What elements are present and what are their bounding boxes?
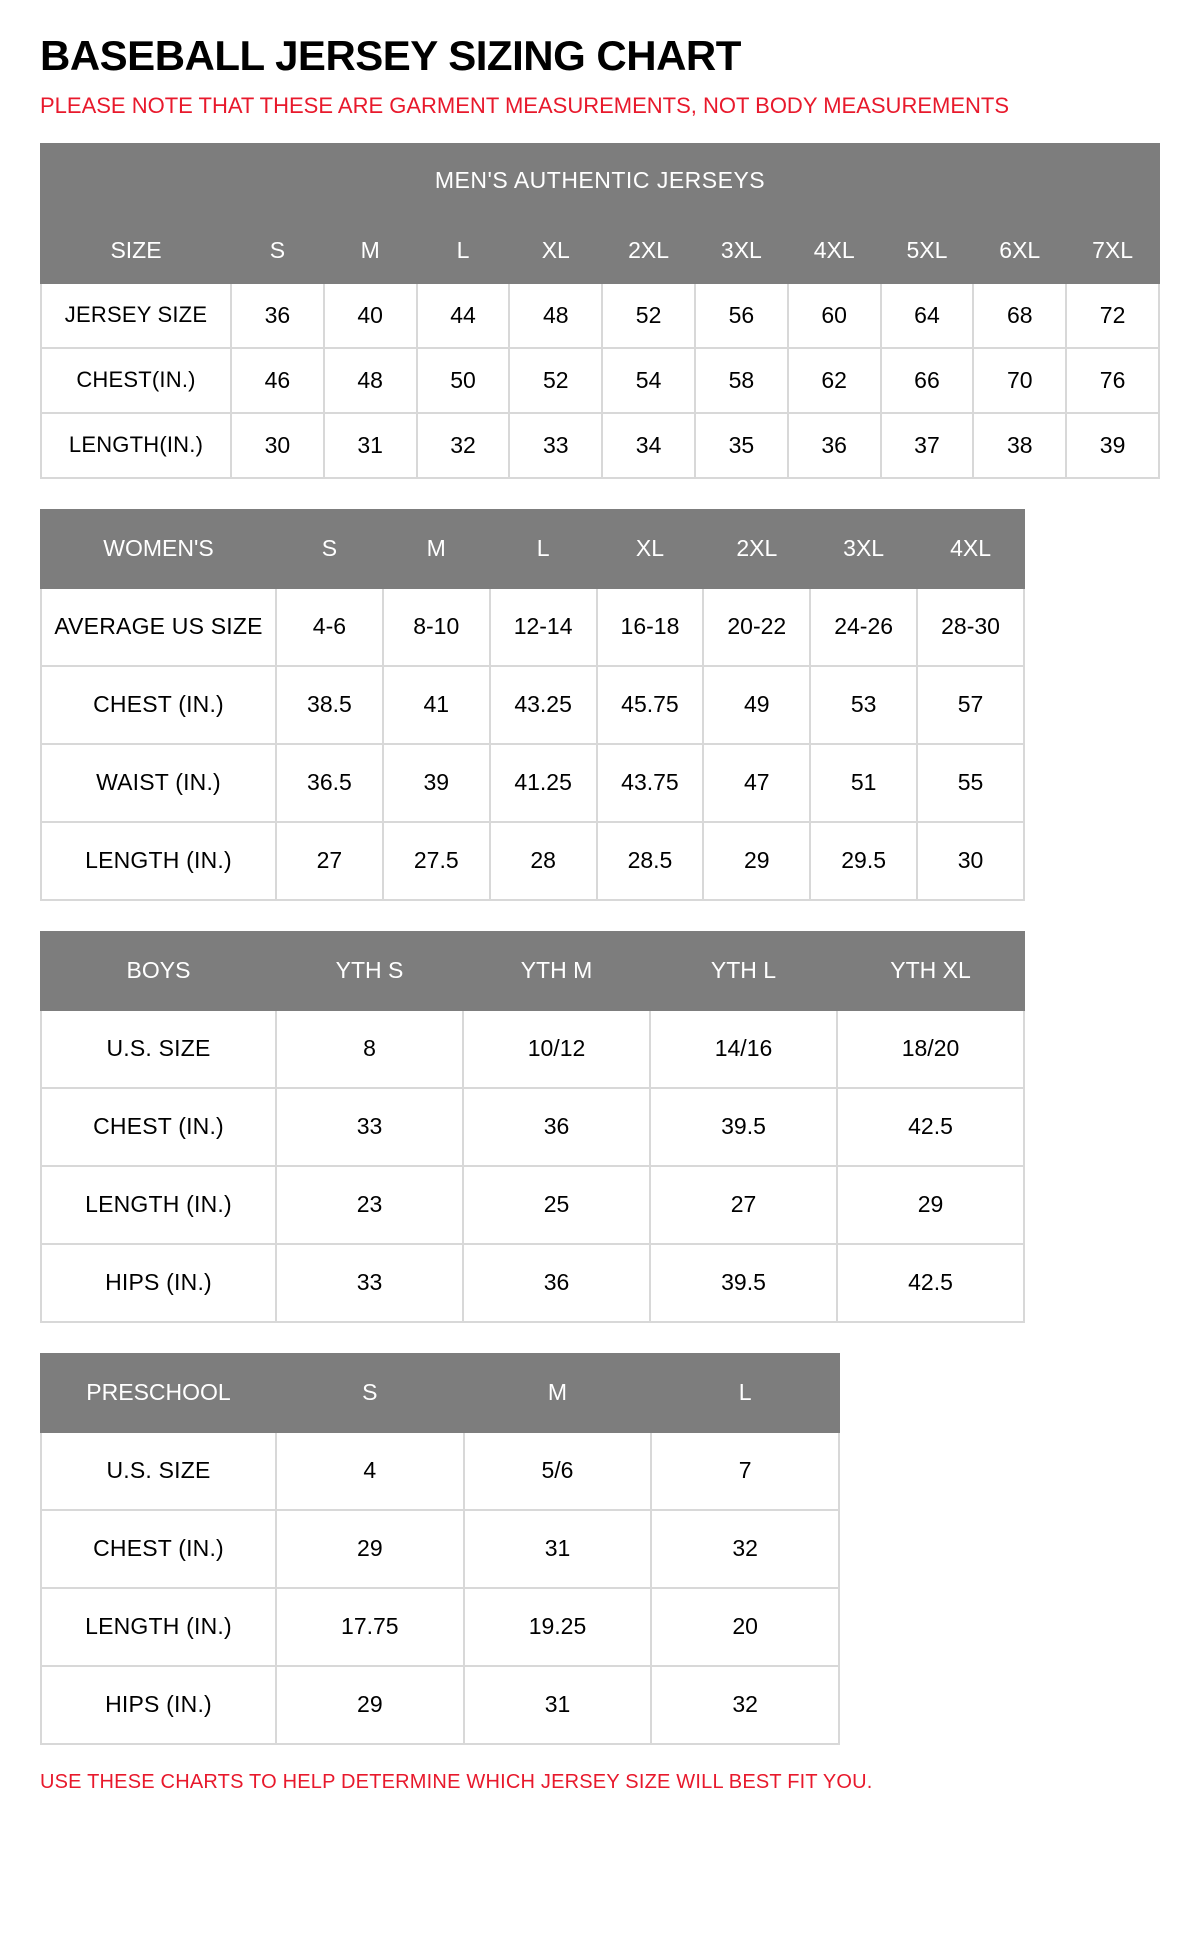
table-row [41, 1088, 1024, 1166]
cell: 52 [509, 348, 602, 413]
cell: 17.75 [276, 1588, 464, 1666]
cell: 31 [324, 413, 417, 478]
table-row [41, 1166, 1024, 1244]
mens-header-row [41, 218, 1159, 283]
womens-header-label: WOMEN'S [41, 510, 276, 588]
cell: 39.5 [650, 1244, 837, 1322]
womens-col-3xl: 3XL [810, 510, 917, 588]
womens-col-s: S [276, 510, 383, 588]
cell: 43.75 [597, 744, 704, 822]
cell: 39 [383, 744, 490, 822]
cell: 42.5 [837, 1244, 1024, 1322]
preschool-sizing-table [40, 1353, 840, 1745]
cell: 27.5 [383, 822, 490, 900]
cell: 55 [917, 744, 1024, 822]
cell: 38.5 [276, 666, 383, 744]
mens-col-6xl: 6XL [973, 218, 1066, 283]
womens-col-l: L [490, 510, 597, 588]
womens-row-label-chest: CHEST (IN.) [41, 666, 276, 744]
womens-row-label-average-us-size: AVERAGE US SIZE [41, 588, 276, 666]
cell: 4-6 [276, 588, 383, 666]
boys-sizing-table [40, 931, 1025, 1323]
mens-row-label-length: LENGTH(IN.) [41, 413, 231, 478]
cell: 41 [383, 666, 490, 744]
cell: 52 [602, 283, 695, 348]
table-row [41, 1432, 839, 1510]
mens-col-l: L [417, 218, 510, 283]
cell: 34 [602, 413, 695, 478]
cell: 39.5 [650, 1088, 837, 1166]
cell: 27 [650, 1166, 837, 1244]
mens-banner-label: MEN'S AUTHENTIC JERSEYS [41, 144, 1159, 218]
cell: 20-22 [703, 588, 810, 666]
boys-row-label-us-size: U.S. SIZE [41, 1010, 276, 1088]
cell: 8 [276, 1010, 463, 1088]
mens-col-2xl: 2XL [602, 218, 695, 283]
preschool-row-label-length: LENGTH (IN.) [41, 1588, 276, 1666]
cell: 72 [1066, 283, 1159, 348]
cell: 44 [417, 283, 510, 348]
cell: 36 [463, 1244, 650, 1322]
mens-sizing-table [40, 143, 1160, 479]
cell: 36.5 [276, 744, 383, 822]
cell: 43.25 [490, 666, 597, 744]
cell: 58 [695, 348, 788, 413]
cell: 20 [651, 1588, 839, 1666]
cell: 45.75 [597, 666, 704, 744]
boys-header-row [41, 932, 1024, 1010]
cell: 29 [276, 1666, 464, 1744]
cell: 60 [788, 283, 881, 348]
table-row [41, 283, 1159, 348]
cell: 30 [917, 822, 1024, 900]
cell: 51 [810, 744, 917, 822]
cell: 25 [463, 1166, 650, 1244]
cell: 12-14 [490, 588, 597, 666]
mens-col-xl: XL [509, 218, 602, 283]
boys-col-yth-xl: YTH XL [837, 932, 1024, 1010]
cell: 64 [881, 283, 974, 348]
boys-row-label-chest: CHEST (IN.) [41, 1088, 276, 1166]
preschool-row-label-chest: CHEST (IN.) [41, 1510, 276, 1588]
cell: 49 [703, 666, 810, 744]
cell: 30 [231, 413, 324, 478]
cell: 57 [917, 666, 1024, 744]
measurement-note: PLEASE NOTE THAT THESE ARE GARMENT MEASUREMENTS, NOT BODY MEASUREMENTS [40, 93, 1010, 119]
table-row [41, 1244, 1024, 1322]
cell: 48 [324, 348, 417, 413]
mens-col-4xl: 4XL [788, 218, 881, 283]
cell: 56 [695, 283, 788, 348]
cell: 53 [810, 666, 917, 744]
cell: 36 [463, 1088, 650, 1166]
boys-col-yth-s: YTH S [276, 932, 463, 1010]
mens-header-label: SIZE [41, 218, 231, 283]
cell: 10/12 [463, 1010, 650, 1088]
boys-header-label: BOYS [41, 932, 276, 1010]
womens-col-m: M [383, 510, 490, 588]
cell: 70 [973, 348, 1066, 413]
boys-row-label-length: LENGTH (IN.) [41, 1166, 276, 1244]
cell: 19.25 [464, 1588, 652, 1666]
boys-row-label-hips: HIPS (IN.) [41, 1244, 276, 1322]
table-row [41, 1666, 839, 1744]
cell: 28 [490, 822, 597, 900]
cell: 23 [276, 1166, 463, 1244]
mens-row-label-jersey-size: JERSEY SIZE [41, 283, 231, 348]
cell: 68 [973, 283, 1066, 348]
mens-col-3xl: 3XL [695, 218, 788, 283]
womens-sizing-table [40, 509, 1025, 901]
boys-col-yth-m: YTH M [463, 932, 650, 1010]
cell: 24-26 [810, 588, 917, 666]
cell: 28.5 [597, 822, 704, 900]
cell: 62 [788, 348, 881, 413]
womens-col-xl: XL [597, 510, 704, 588]
table-row [41, 1510, 839, 1588]
cell: 32 [651, 1510, 839, 1588]
table-row [41, 588, 1024, 666]
table-row [41, 744, 1024, 822]
cell: 32 [417, 413, 510, 478]
table-row [41, 1588, 839, 1666]
mens-row-label-chest: CHEST(IN.) [41, 348, 231, 413]
mens-table-banner [41, 144, 1159, 218]
cell: 29 [276, 1510, 464, 1588]
cell: 29 [703, 822, 810, 900]
preschool-col-m: M [464, 1354, 652, 1432]
cell: 28-30 [917, 588, 1024, 666]
womens-col-4xl: 4XL [917, 510, 1024, 588]
cell: 31 [464, 1510, 652, 1588]
cell: 31 [464, 1666, 652, 1744]
mens-col-5xl: 5XL [881, 218, 974, 283]
womens-row-label-length: LENGTH (IN.) [41, 822, 276, 900]
preschool-header-row [41, 1354, 839, 1432]
cell: 36 [231, 283, 324, 348]
preschool-col-s: S [276, 1354, 464, 1432]
cell: 8-10 [383, 588, 490, 666]
preschool-col-l: L [651, 1354, 839, 1432]
cell: 33 [509, 413, 602, 478]
table-row [41, 666, 1024, 744]
cell: 4 [276, 1432, 464, 1510]
cell: 7 [651, 1432, 839, 1510]
footer-note: USE THESE CHARTS TO HELP DETERMINE WHICH JERSEY SIZE WILL BEST FIT YOU. [40, 1770, 873, 1793]
cell: 50 [417, 348, 510, 413]
cell: 14/16 [650, 1010, 837, 1088]
table-row [41, 413, 1159, 478]
cell: 41.25 [490, 744, 597, 822]
boys-col-yth-l: YTH L [650, 932, 837, 1010]
mens-col-s: S [231, 218, 324, 283]
preschool-row-label-us-size: U.S. SIZE [41, 1432, 276, 1510]
table-row [41, 1010, 1024, 1088]
cell: 54 [602, 348, 695, 413]
cell: 66 [881, 348, 974, 413]
mens-col-7xl: 7XL [1066, 218, 1159, 283]
cell: 46 [231, 348, 324, 413]
cell: 33 [276, 1244, 463, 1322]
cell: 38 [973, 413, 1066, 478]
womens-col-2xl: 2XL [703, 510, 810, 588]
cell: 48 [509, 283, 602, 348]
cell: 27 [276, 822, 383, 900]
cell: 36 [788, 413, 881, 478]
cell: 37 [881, 413, 974, 478]
cell: 35 [695, 413, 788, 478]
cell: 33 [276, 1088, 463, 1166]
cell: 18/20 [837, 1010, 1024, 1088]
preschool-row-label-hips: HIPS (IN.) [41, 1666, 276, 1744]
womens-header-row [41, 510, 1024, 588]
table-row [41, 348, 1159, 413]
womens-row-label-waist: WAIST (IN.) [41, 744, 276, 822]
cell: 5/6 [464, 1432, 652, 1510]
page-title: BASEBALL JERSEY SIZING CHART [40, 32, 741, 79]
mens-col-m: M [324, 218, 417, 283]
cell: 32 [651, 1666, 839, 1744]
cell: 47 [703, 744, 810, 822]
cell: 42.5 [837, 1088, 1024, 1166]
cell: 40 [324, 283, 417, 348]
cell: 76 [1066, 348, 1159, 413]
cell: 16-18 [597, 588, 704, 666]
cell: 29 [837, 1166, 1024, 1244]
cell: 39 [1066, 413, 1159, 478]
cell: 29.5 [810, 822, 917, 900]
preschool-header-label: PRESCHOOL [41, 1354, 276, 1432]
table-row [41, 822, 1024, 900]
